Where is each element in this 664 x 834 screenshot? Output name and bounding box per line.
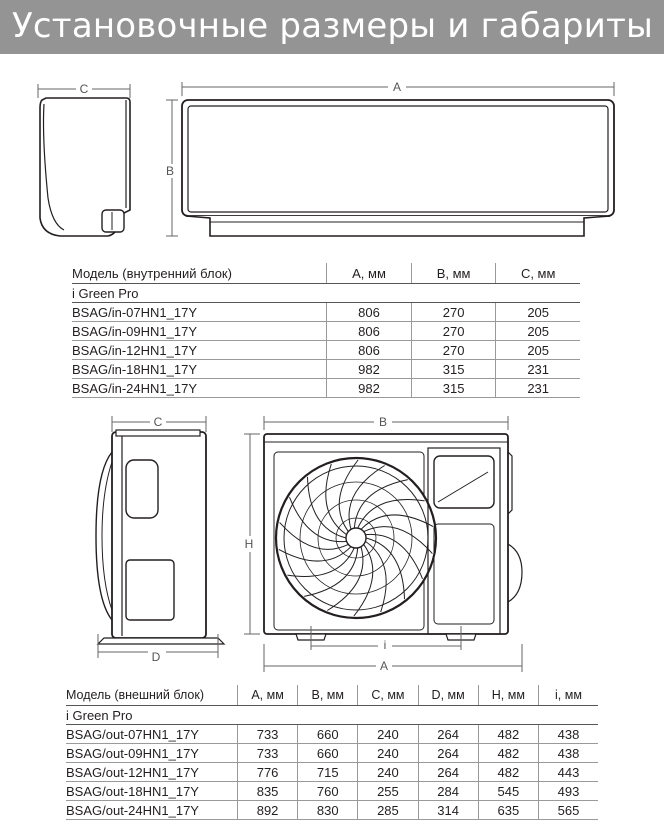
c-cell: 240 bbox=[358, 763, 418, 782]
a-cell: 776 bbox=[237, 763, 297, 782]
b-cell: 270 bbox=[411, 303, 496, 322]
i-cell: 443 bbox=[538, 763, 598, 782]
header-d: D, мм bbox=[418, 685, 478, 706]
a-cell: 982 bbox=[327, 379, 412, 398]
group-row bbox=[66, 706, 598, 725]
d-cell: 264 bbox=[418, 725, 478, 744]
indoor-unit-front-view bbox=[160, 78, 630, 248]
i-cell: 565 bbox=[538, 801, 598, 820]
i-cell: 493 bbox=[538, 782, 598, 801]
model-cell: BSAG/out-24HN1_17Y bbox=[66, 801, 237, 820]
table-row bbox=[66, 725, 598, 744]
d-cell: 284 bbox=[418, 782, 478, 801]
h-cell: 482 bbox=[478, 725, 538, 744]
model-cell: BSAG/out-18HN1_17Y bbox=[66, 782, 237, 801]
title-banner bbox=[0, 0, 664, 54]
table-row bbox=[72, 322, 580, 341]
a-cell: 806 bbox=[327, 322, 412, 341]
c-cell: 205 bbox=[496, 303, 580, 322]
header-a: A, мм bbox=[327, 263, 412, 284]
model-cell: BSAG/in-12HN1_17Y bbox=[72, 341, 327, 360]
page-title: Установочные размеры и габариты bbox=[12, 6, 654, 46]
header-c: C, мм bbox=[358, 685, 418, 706]
d-cell: 264 bbox=[418, 763, 478, 782]
indoor-unit-side-view bbox=[30, 78, 140, 248]
c-cell: 240 bbox=[358, 725, 418, 744]
i-cell: 438 bbox=[538, 725, 598, 744]
header-b: B, мм bbox=[298, 685, 358, 706]
d-cell: 264 bbox=[418, 744, 478, 763]
table-row bbox=[72, 341, 580, 360]
model-cell: BSAG/in-24HN1_17Y bbox=[72, 379, 327, 398]
header-model: Модель (внешний блок) bbox=[66, 685, 237, 706]
a-cell: 806 bbox=[327, 303, 412, 322]
outdoor-dimensions-table bbox=[66, 685, 598, 820]
d-cell: 314 bbox=[418, 801, 478, 820]
b-cell: 315 bbox=[411, 360, 496, 379]
model-cell: BSAG/in-09HN1_17Y bbox=[72, 322, 327, 341]
model-cell: BSAG/out-07HN1_17Y bbox=[66, 725, 237, 744]
b-cell: 760 bbox=[298, 782, 358, 801]
outdoor-width-bottom-label: A bbox=[379, 659, 389, 673]
model-cell: BSAG/in-07HN1_17Y bbox=[72, 303, 327, 322]
outdoor-side-label: C bbox=[153, 415, 163, 429]
c-cell: 231 bbox=[496, 379, 580, 398]
group-label: i Green Pro bbox=[66, 706, 598, 725]
a-cell: 982 bbox=[327, 360, 412, 379]
outdoor-width-top-label: B bbox=[378, 415, 388, 429]
a-cell: 806 bbox=[327, 341, 412, 360]
outdoor-unit-side-view bbox=[88, 412, 238, 672]
model-cell: BSAG/in-18HN1_17Y bbox=[72, 360, 327, 379]
c-cell: 205 bbox=[496, 341, 580, 360]
outdoor-height-label: H bbox=[244, 537, 254, 551]
table-row bbox=[66, 801, 598, 820]
table-row bbox=[66, 782, 598, 801]
b-cell: 660 bbox=[298, 725, 358, 744]
h-cell: 482 bbox=[478, 744, 538, 763]
h-cell: 635 bbox=[478, 801, 538, 820]
a-cell: 733 bbox=[237, 744, 297, 763]
b-cell: 715 bbox=[298, 763, 358, 782]
c-cell: 285 bbox=[358, 801, 418, 820]
table-row bbox=[72, 303, 580, 322]
a-cell: 892 bbox=[237, 801, 297, 820]
header-c: C, мм bbox=[496, 263, 580, 284]
outdoor-depth-label: D bbox=[151, 650, 161, 664]
table-row bbox=[72, 379, 580, 398]
model-cell: BSAG/out-09HN1_17Y bbox=[66, 744, 237, 763]
group-row bbox=[72, 284, 580, 303]
model-cell: BSAG/out-12HN1_17Y bbox=[66, 763, 237, 782]
c-cell: 240 bbox=[358, 744, 418, 763]
outdoor-unit-front-view bbox=[240, 412, 530, 674]
b-cell: 660 bbox=[298, 744, 358, 763]
b-cell: 270 bbox=[411, 322, 496, 341]
header-b: B, мм bbox=[411, 263, 496, 284]
table-row bbox=[72, 360, 580, 379]
table-header-row bbox=[72, 263, 580, 284]
c-cell: 231 bbox=[496, 360, 580, 379]
indoor-height-label: B bbox=[165, 164, 175, 178]
indoor-dimensions-table bbox=[72, 263, 580, 398]
a-cell: 835 bbox=[237, 782, 297, 801]
c-cell: 255 bbox=[358, 782, 418, 801]
c-cell: 205 bbox=[496, 322, 580, 341]
b-cell: 270 bbox=[411, 341, 496, 360]
table-header-row bbox=[66, 685, 598, 706]
h-cell: 482 bbox=[478, 763, 538, 782]
b-cell: 315 bbox=[411, 379, 496, 398]
indoor-width-label: A bbox=[392, 80, 402, 94]
group-label: i Green Pro bbox=[72, 284, 580, 303]
header-model: Модель (внутренний блок) bbox=[72, 263, 327, 284]
b-cell: 830 bbox=[298, 801, 358, 820]
table-row bbox=[66, 763, 598, 782]
header-a: A, мм bbox=[237, 685, 297, 706]
header-h: H, мм bbox=[478, 685, 538, 706]
table-row bbox=[66, 744, 598, 763]
header-i: i, мм bbox=[538, 685, 598, 706]
i-cell: 438 bbox=[538, 744, 598, 763]
indoor-side-label: C bbox=[79, 82, 89, 96]
outdoor-feet-label: i bbox=[383, 638, 387, 652]
a-cell: 733 bbox=[237, 725, 297, 744]
h-cell: 545 bbox=[478, 782, 538, 801]
